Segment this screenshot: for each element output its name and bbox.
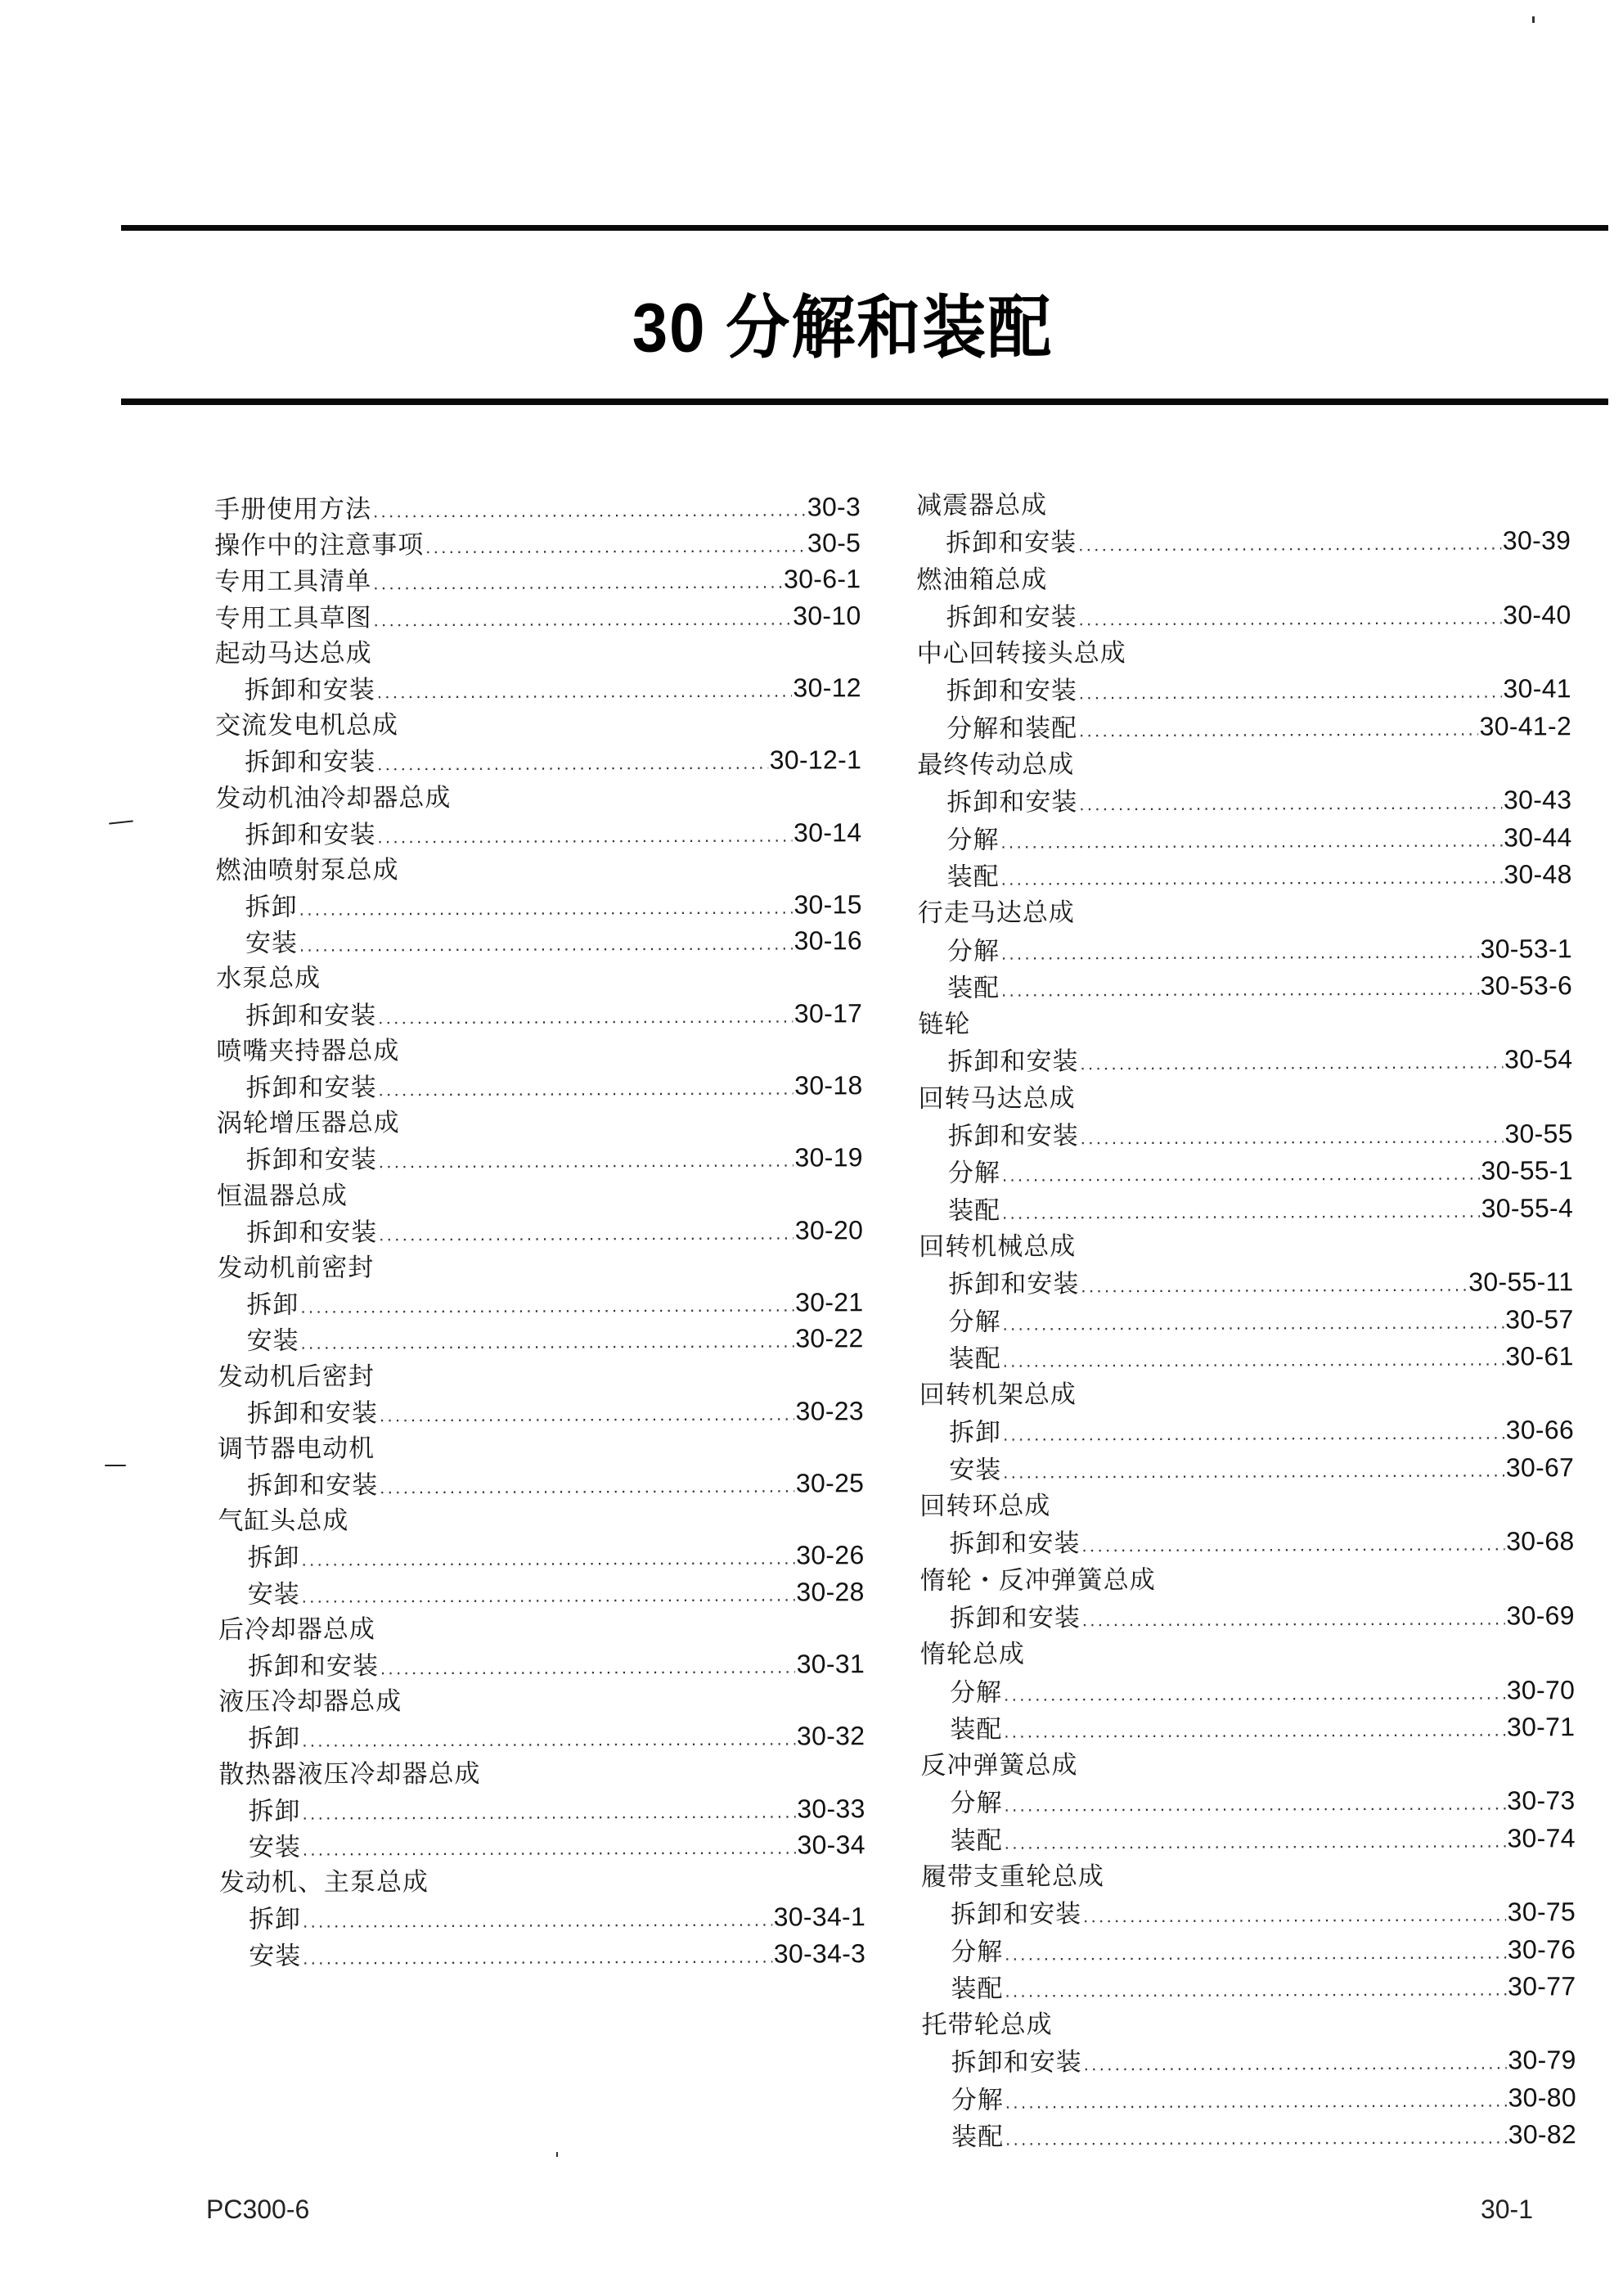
toc-page-number: 30-77: [1507, 1971, 1576, 2001]
toc-entry-label: 托带轮总成: [921, 2010, 1053, 2041]
toc-entry-label: 燃油喷射泵总成: [215, 855, 399, 885]
toc-entry-label: 回转环总成: [919, 1491, 1051, 1522]
toc-entry-label: 链轮: [918, 1009, 971, 1040]
dot-leader: [380, 1650, 795, 1687]
toc-section-heading: [218, 1501, 864, 1539]
toc-section-heading: [219, 1862, 865, 1901]
toc-entry[interactable]: [218, 1321, 864, 1359]
toc-entry-label: 装配: [948, 1344, 1001, 1374]
dot-leader: [1083, 1897, 1506, 1935]
toc-section-heading: [917, 745, 1571, 784]
toc-entry[interactable]: [218, 1573, 865, 1612]
dot-leader: [301, 1324, 794, 1362]
toc-entry-label: 发动机、主泵总成: [218, 1867, 429, 1898]
toc-section-heading: [919, 1227, 1573, 1266]
dot-leader: [377, 817, 792, 855]
dot-leader: [1005, 2082, 1507, 2120]
scan-speck: [556, 2152, 558, 2157]
toc-page-number: 30-70: [1506, 1674, 1576, 1704]
dot-leader: [1003, 1415, 1504, 1453]
toc-entry-label: 交流发电机总成: [214, 710, 399, 741]
toc-page-number: 30-34-3: [773, 1938, 866, 1969]
toc-entry-label: 装配: [950, 1714, 1003, 1745]
toc-entry-label: 回转机械总成: [919, 1231, 1077, 1262]
toc-entry-label: 起动马达总成: [214, 638, 372, 669]
dot-leader: [300, 1288, 794, 1326]
toc-page-number: 30-76: [1507, 1934, 1576, 1965]
toc-section-heading: [216, 959, 862, 997]
dot-leader: [1003, 1340, 1504, 1379]
toc-entry-label: 拆卸: [246, 1290, 299, 1320]
toc-page-number: 30-68: [1506, 1526, 1575, 1556]
dot-leader: [1001, 970, 1479, 1008]
toc-entry-label: 分解: [948, 1307, 1001, 1337]
toc-entry-label: 惰轮・反冲弹簧总成: [919, 1564, 1156, 1596]
footer-model: PC300-6: [206, 2195, 310, 2224]
dot-leader: [377, 745, 768, 783]
toc-entry[interactable]: [922, 2079, 1576, 2118]
dot-leader: [1005, 1970, 1506, 2009]
dot-leader: [1082, 1600, 1505, 1638]
toc-entry-label: 分解: [946, 825, 1000, 855]
toc-entry[interactable]: [918, 930, 1572, 970]
toc-entry-label: 安装: [248, 1832, 301, 1862]
dot-leader: [1078, 525, 1501, 564]
toc-section-heading: [217, 1176, 863, 1214]
toc-page-number: 30-44: [1504, 822, 1572, 853]
dot-leader: [1004, 1711, 1505, 1749]
toc-entry-label: 散热器液压冷却器总成: [218, 1758, 481, 1790]
toc-entry-label: 拆卸和安装: [946, 528, 1077, 559]
toc-entry-label: 拆卸和安装: [946, 787, 1078, 818]
dot-leader: [373, 601, 791, 638]
toc-entry[interactable]: [215, 669, 861, 708]
toc-page-number: 30-61: [1505, 1341, 1574, 1371]
dot-leader: [303, 1794, 796, 1831]
toc-page-number: 30-20: [794, 1214, 864, 1245]
toc-page-number: 30-10: [793, 600, 861, 631]
toc-entry[interactable]: [218, 1718, 865, 1757]
toc-entry[interactable]: [922, 2042, 1576, 2082]
toc-page-number: 30-55-11: [1468, 1267, 1574, 1297]
toc-section-heading: [921, 2005, 1576, 2044]
toc-entry[interactable]: [919, 1449, 1574, 1488]
toc-page-number: 30-19: [794, 1142, 863, 1173]
header-rule-bottom: [121, 398, 1608, 405]
toc-entry-label: 拆卸和安装: [949, 1603, 1081, 1633]
toc-page-number: 30-17: [794, 997, 863, 1029]
toc-section-heading: [215, 778, 861, 817]
toc-page-number: 30-31: [796, 1649, 865, 1679]
toc-entry-label: 履带支重轮总成: [920, 1862, 1104, 1892]
toc-page-number: 30-53-1: [1480, 933, 1573, 964]
toc-entry-label: 燃油箱总成: [916, 565, 1048, 595]
page-title: 30 分解和装配: [632, 288, 1054, 367]
toc-page-number: 30-55-1: [1481, 1155, 1573, 1186]
toc-entry-label: 反冲弹簧总成: [920, 1750, 1078, 1781]
toc-entry[interactable]: [919, 1190, 1573, 1229]
toc-entry-label: 装配: [948, 1195, 1001, 1226]
toc-entry[interactable]: [214, 524, 861, 563]
toc-entry-label: 回转马达总成: [918, 1083, 1076, 1114]
toc-entry[interactable]: [916, 597, 1571, 636]
toc-section-heading: [920, 1745, 1575, 1785]
dot-leader: [1005, 1785, 1506, 1824]
dot-leader: [1081, 1267, 1467, 1305]
toc-section-heading: [218, 1754, 865, 1793]
toc-section-heading: [218, 1609, 865, 1648]
toc-page-number: 30-32: [796, 1721, 865, 1751]
toc-entry[interactable]: [217, 1212, 863, 1250]
toc-entry-label: 拆卸和安装: [946, 602, 1077, 633]
dot-leader: [373, 492, 806, 529]
toc-page-number: 30-75: [1507, 1897, 1576, 1927]
toc-entry-label: 分解: [946, 936, 1000, 966]
toc-entry[interactable]: [919, 1115, 1573, 1155]
toc-page-number: 30-53-6: [1480, 970, 1573, 1001]
toc-page-number: 30-34: [797, 1830, 865, 1860]
toc-entry[interactable]: [919, 1412, 1574, 1452]
dot-leader: [1002, 1155, 1480, 1194]
toc-entry-label: 专用工具清单: [214, 566, 372, 597]
toc-entry[interactable]: [216, 1067, 862, 1105]
dot-leader: [1081, 1526, 1504, 1564]
toc-section-heading: [216, 1031, 862, 1069]
toc-entry[interactable]: [921, 1931, 1576, 1970]
toc-section-heading: [919, 1375, 1574, 1414]
toc-section-heading: [217, 1248, 863, 1286]
dot-leader: [379, 1215, 794, 1253]
toc-entry-label: 涡轮增压器总成: [216, 1108, 400, 1139]
toc-entry-label: 回转机架总成: [919, 1380, 1077, 1411]
toc-entry-label: 拆卸和安装: [245, 1073, 377, 1103]
toc-entry[interactable]: [919, 1524, 1574, 1563]
toc-section-heading: [218, 1429, 864, 1467]
toc-page-number: 30-71: [1506, 1711, 1576, 1742]
toc-entry-label: 最终传动总成: [917, 750, 1075, 781]
scan-speck: [1532, 16, 1535, 23]
toc-entry-label: 拆卸和安装: [951, 1899, 1082, 1930]
toc-entry[interactable]: [917, 671, 1571, 710]
toc-entry-label: 装配: [946, 862, 1000, 892]
toc-entry-label: 装配: [947, 973, 1000, 1003]
toc-entry-label: 拆卸和安装: [245, 1000, 377, 1031]
toc-entry-label: 手册使用方法: [214, 494, 372, 524]
toc-entry-label: 拆卸和安装: [947, 1121, 1079, 1151]
toc-entry[interactable]: [218, 1465, 864, 1503]
toc-entry[interactable]: [219, 1899, 865, 1938]
toc-page-number: 30-73: [1507, 1785, 1576, 1816]
dot-leader: [299, 890, 793, 928]
toc-section-heading: [919, 1486, 1574, 1525]
dot-leader: [380, 1396, 794, 1434]
toc-entry-label: 恒温器总成: [216, 1180, 348, 1211]
toc-page-number: 30-39: [1502, 525, 1571, 556]
toc-entry-label: 安装: [249, 1941, 302, 1971]
toc-section-heading: [920, 1560, 1575, 1600]
dot-leader: [1002, 1303, 1504, 1342]
toc-section-heading: [217, 1103, 863, 1141]
toc-entry[interactable]: [920, 1597, 1575, 1636]
toc-page-number: 30-28: [796, 1576, 865, 1607]
toc-entry-label: 发动机油冷却器总成: [215, 782, 452, 813]
toc-entry-label: 拆卸和安装: [244, 675, 375, 705]
toc-entry-label: 发动机后密封: [217, 1361, 375, 1392]
toc-section-heading: [921, 1857, 1576, 1896]
toc-page-number: 30-15: [794, 889, 862, 920]
toc-entry-label: 减震器总成: [916, 490, 1048, 520]
dot-leader: [1001, 933, 1479, 971]
toc-section-heading: [920, 1634, 1575, 1673]
toc-page-number: 30-6-1: [784, 564, 861, 594]
toc-entry-label: 拆卸: [249, 1904, 302, 1935]
toc-page-number: 30-55-4: [1481, 1192, 1574, 1223]
dot-leader: [1004, 1674, 1505, 1713]
toc-entry-label: 装配: [951, 2122, 1005, 2152]
toc-entry[interactable]: [218, 1645, 865, 1684]
toc-section-heading: [218, 1357, 864, 1395]
toc-page-number: 30-40: [1503, 600, 1571, 630]
scan-mark: [109, 820, 133, 824]
toc-page-number: 30-79: [1508, 2045, 1576, 2075]
toc-entry[interactable]: [922, 2116, 1576, 2155]
dot-leader: [378, 998, 793, 1036]
toc-entry-label: 水泵总成: [216, 963, 321, 994]
toc-entry[interactable]: [921, 1968, 1576, 2007]
toc-entry-label: 拆卸和安装: [949, 1528, 1081, 1560]
dot-leader: [303, 1830, 796, 1867]
toc-entry[interactable]: [917, 782, 1571, 822]
toc-entry-label: 拆卸和安装: [947, 1047, 1079, 1078]
toc-entry-label: 行走马达总成: [917, 898, 1075, 929]
toc-page-number: 30-54: [1504, 1044, 1573, 1074]
toc-entry-label: 喷嘴夹持器总成: [216, 1036, 400, 1066]
dot-leader: [1005, 1934, 1506, 1972]
toc-page-number: 30-74: [1507, 1822, 1576, 1853]
toc-entry-label: 拆卸: [248, 1796, 301, 1826]
toc-section-heading: [918, 1004, 1572, 1043]
toc-entry-label: 拆卸和安装: [246, 1398, 378, 1429]
toc-entry[interactable]: [921, 1893, 1576, 1933]
toc-entry-label: 拆卸和安装: [246, 1218, 378, 1248]
toc-entry-label: 安装: [949, 1455, 1002, 1485]
toc-section-heading: [215, 705, 861, 744]
dot-leader: [1001, 858, 1503, 897]
toc-page-number: 30-23: [795, 1395, 864, 1426]
toc-entry[interactable]: [920, 1672, 1575, 1711]
dot-leader: [380, 1469, 794, 1506]
dot-leader: [1080, 1044, 1503, 1083]
toc-entry[interactable]: [921, 1783, 1576, 1822]
toc-section-heading: [916, 560, 1571, 599]
toc-page-number: 30-69: [1506, 1600, 1575, 1631]
toc-entry-label: 拆卸和安装: [245, 747, 376, 778]
toc-entry-label: 惰轮总成: [919, 1639, 1026, 1670]
toc-entry-label: 分解和装配: [946, 714, 1078, 744]
toc-entry-label: 安装: [246, 1326, 299, 1357]
toc-page-number: 30-80: [1508, 2082, 1576, 2113]
dot-leader: [378, 1071, 793, 1109]
dot-leader: [299, 926, 793, 964]
toc-page-number: 30-3: [807, 492, 861, 522]
dot-leader: [301, 1541, 794, 1578]
toc-entry-label: 拆卸: [247, 1543, 300, 1573]
toc-entry[interactable]: [219, 1935, 865, 1974]
toc-entry-label: 调节器电动机: [218, 1434, 375, 1464]
dot-leader: [1005, 2119, 1507, 2158]
toc-entry[interactable]: [919, 1153, 1573, 1192]
toc-page-number: 30-33: [797, 1793, 865, 1824]
toc-entry-label: 中心回转接头总成: [916, 638, 1126, 669]
dot-leader: [302, 1722, 795, 1759]
toc-entry[interactable]: [917, 819, 1571, 858]
toc-right-column: [916, 485, 1576, 2155]
toc-entry-label: 分解: [950, 1677, 1003, 1708]
scan-mark: [105, 1465, 126, 1466]
toc-entry-label: 拆卸和安装: [946, 676, 1077, 707]
toc-entry[interactable]: [918, 856, 1572, 895]
toc-entry-label: 拆卸和安装: [247, 1470, 379, 1501]
dot-leader: [1078, 599, 1501, 637]
dot-leader: [1084, 2045, 1507, 2083]
dot-leader: [1079, 785, 1502, 823]
toc-section-heading: [918, 893, 1572, 932]
toc-section-heading: [216, 850, 862, 889]
toc-entry[interactable]: [214, 488, 861, 527]
dot-leader: [303, 1938, 772, 1976]
toc-entry-label: 专用工具草图: [214, 602, 372, 633]
toc-entry[interactable]: [919, 1263, 1573, 1303]
toc-section-heading: [916, 485, 1571, 524]
toc-page-number: 30-25: [795, 1468, 865, 1498]
toc-section-heading: [919, 1078, 1573, 1118]
toc-entry-label: 安装: [247, 1579, 300, 1609]
toc-entry-label: 分解: [947, 1158, 1000, 1189]
toc-entry-label: 液压冷却器总成: [218, 1686, 402, 1717]
toc-entry[interactable]: [215, 742, 861, 781]
toc-entry-label: 拆卸: [948, 1418, 1002, 1448]
toc-section-heading: [218, 1681, 865, 1720]
toc-entry[interactable]: [215, 814, 861, 853]
toc-entry[interactable]: [918, 1042, 1572, 1081]
toc-entry-label: 分解: [951, 2085, 1004, 2115]
toc-page-number: 30-18: [794, 1070, 863, 1101]
toc-entry[interactable]: [217, 1284, 863, 1322]
toc-page-number: 30-14: [794, 817, 862, 848]
toc-entry-label: 拆卸和安装: [247, 1651, 380, 1681]
toc-entry[interactable]: [214, 597, 861, 636]
toc-left-column: [214, 488, 865, 1973]
toc-page-number: 30-82: [1508, 2119, 1577, 2150]
toc-entry-label: 装配: [951, 1974, 1004, 2004]
toc-page-number: 30-34-1: [773, 1902, 866, 1932]
toc-entry[interactable]: [217, 1140, 863, 1178]
toc-entry-label: 拆卸: [248, 1724, 301, 1754]
toc-entry[interactable]: [921, 1820, 1576, 1859]
toc-entry-label: 后冷却器总成: [218, 1614, 375, 1645]
toc-entry-label: 安装: [245, 928, 298, 959]
toc-entry-label: 拆卸和安装: [245, 820, 376, 850]
toc-entry-label: 操作中的注意事项: [214, 530, 425, 561]
toc-page-number: 30-5: [807, 528, 861, 558]
toc-entry-label: 拆卸和安装: [245, 1145, 377, 1176]
toc-page-number: 30-43: [1503, 785, 1572, 815]
toc-entry[interactable]: [218, 1537, 864, 1576]
toc-page-number: 30-22: [795, 1323, 864, 1353]
footer-page-number: 30-1: [1480, 2195, 1533, 2224]
toc-page-number: 30-21: [795, 1287, 864, 1317]
toc-entry[interactable]: [216, 922, 862, 961]
toc-entry-label: 装配: [950, 1826, 1003, 1856]
toc-page-number: 30-57: [1505, 1303, 1574, 1335]
toc-entry[interactable]: [214, 561, 861, 600]
toc-entry-label: 分解: [950, 1789, 1003, 1819]
dot-leader: [1002, 1192, 1480, 1231]
toc-entry[interactable]: [216, 886, 862, 925]
toc-page-number: 30-41-2: [1479, 710, 1572, 741]
toc-entry[interactable]: [218, 1393, 864, 1431]
toc-page-number: 30-48: [1504, 859, 1572, 889]
toc-entry[interactable]: [917, 708, 1571, 747]
toc-entry[interactable]: [216, 995, 862, 1033]
toc-entry-label: 拆卸: [245, 892, 298, 922]
toc-page-number: 30-67: [1505, 1452, 1575, 1483]
toc-section-heading: [215, 633, 861, 672]
toc-entry-label: 拆卸和安装: [948, 1269, 1080, 1300]
dot-leader: [1081, 1119, 1504, 1157]
toc-entry[interactable]: [219, 1790, 865, 1829]
toc-entry[interactable]: [920, 1708, 1575, 1748]
toc-entry[interactable]: [916, 523, 1571, 562]
dot-leader: [1000, 822, 1502, 860]
toc-entry-label: 发动机前密封: [217, 1253, 375, 1283]
toc-entry[interactable]: [219, 1826, 865, 1865]
toc-page-number: 30-26: [796, 1540, 865, 1570]
toc-section-heading: [917, 633, 1571, 673]
dot-leader: [1079, 673, 1502, 712]
dot-leader: [373, 565, 782, 602]
toc-entry[interactable]: [919, 1338, 1574, 1377]
toc-page-number: 30-12: [793, 673, 861, 703]
dot-leader: [302, 1577, 795, 1614]
toc-page-number: 30-41: [1503, 673, 1571, 704]
toc-entry-label: 拆卸和安装: [951, 2047, 1082, 2078]
dot-leader: [1079, 710, 1478, 749]
dot-leader: [303, 1902, 772, 1940]
toc-entry[interactable]: [918, 967, 1572, 1006]
dot-leader: [1003, 1452, 1504, 1490]
toc-page-number: 30-16: [794, 925, 862, 956]
toc-page-number: 30-55: [1504, 1119, 1573, 1149]
toc-page-number: 30-12-1: [769, 745, 862, 775]
dot-leader: [1005, 1822, 1506, 1861]
dot-leader: [425, 529, 806, 566]
toc-page-number: 30-66: [1505, 1415, 1575, 1445]
header-rule-top: [121, 225, 1608, 231]
toc-entry-label: 气缸头总成: [218, 1506, 349, 1537]
dot-leader: [377, 673, 792, 710]
dot-leader: [379, 1143, 794, 1181]
toc-entry-label: 分解: [951, 1937, 1004, 1967]
toc-entry[interactable]: [919, 1301, 1573, 1340]
